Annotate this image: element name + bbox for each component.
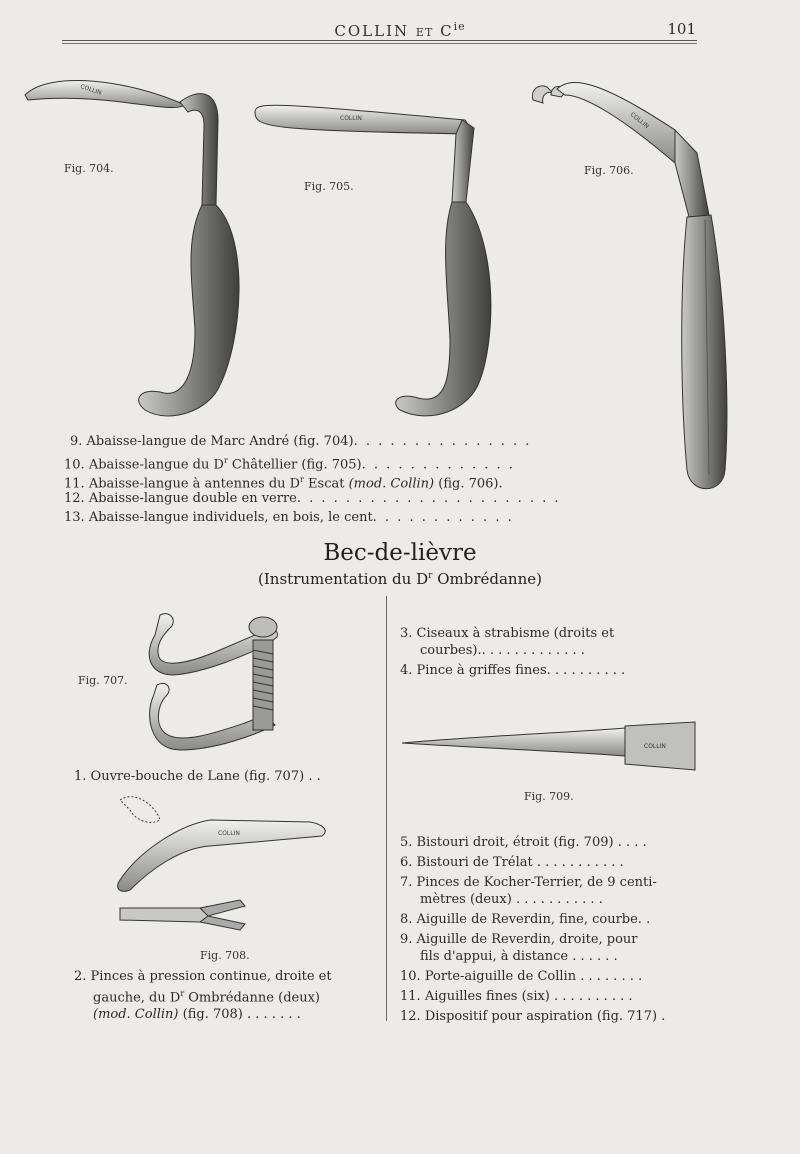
right-item-7: 7. Pinces de Kocher-Terrier, de 9 centi- mètres (deux) . . . . . . . . . . .: [400, 875, 657, 907]
right-item-11: 11. Aiguilles fines (six) . . . . . . . . . .: [400, 989, 633, 1004]
right-item-12: 12. Dispositif pour aspiration (fig. 717) .: [400, 1009, 666, 1024]
list-item-12: 12. Abaisse-langue double en verre. . . . . . . . . . . . . . . . . . . . . .: [64, 491, 561, 506]
fig-705-engraving: COLLIN: [340, 115, 362, 122]
right-item-4: 4. Pince à griffes fines. . . . . . . . . .: [400, 663, 626, 678]
right-item-10: 10. Porte-aiguille de Collin . . . . . . . .: [400, 969, 643, 984]
header-cie: C: [440, 22, 454, 40]
fig-706-label: Fig. 706.: [584, 164, 634, 177]
list-item-9: 9. Abaisse-langue de Marc André (fig. 704). . . . . . . . . . . . . . .: [70, 434, 532, 449]
page-number: 101: [667, 20, 696, 38]
right-item-9: 9. Aiguille de Reverdin, droite, pour fils d'appui, à distance . . . . . .: [400, 932, 638, 964]
header-rule-2: [62, 43, 697, 44]
fig-706-tongue-depressor: [525, 75, 735, 495]
list-item-10: 10. Abaisse-langue du $D^r$ Châtellier (fig. 705). . . . . . . . . . . . .: [64, 456, 515, 473]
list-item-13: 13. Abaisse-langue individuels, en bois, le cent. . . . . . . . . . . .: [64, 510, 514, 525]
header-rule: [62, 40, 697, 41]
fig-705-label: Fig. 705.: [304, 180, 354, 193]
section-title: Bec-de-lièvre: [323, 540, 477, 566]
section-subtitle: (Instrumentation du $D^r$ Ombrédanne): [258, 570, 542, 588]
right-item-5: 5. Bistouri droit, étroit (fig. 709) . . . .: [400, 835, 647, 850]
right-item-3: 3. Ciseaux à strabisme (droits et courbes).. . . . . . . . . . . . .: [400, 626, 615, 658]
fig-709-scalpel: [400, 718, 700, 778]
fig-704-engraving: COLLIN: [79, 83, 103, 97]
header-et: ET: [415, 26, 434, 39]
right-item-6: 6. Bistouri de Trélat . . . . . . . . . . .: [400, 855, 624, 870]
list-item-11: 11. Abaisse-langue à antennes du $D^r$ Escat (mod. Collin) (fig. 706).: [64, 475, 503, 492]
header-cie-sup: ie: [453, 20, 466, 33]
fig-707-mouth-gag: [145, 605, 295, 755]
right-item-8: 8. Aiguille de Reverdin, fine, courbe. .: [400, 912, 651, 927]
fig-705-tongue-depressor: [250, 100, 490, 430]
fig-708-label: Fig. 708.: [200, 949, 250, 962]
header-company: COLLIN: [334, 22, 410, 40]
left-item-1: 1. Ouvre-bouche de Lane (fig. 707) . .: [74, 769, 321, 784]
fig-704-label: Fig. 704.: [64, 162, 114, 175]
left-item-2: 2. Pinces à pression continue, droite et gauche, du $D^r$ Ombrédanne (deux) (mod. Collin) (fig. 708) . . . . . . .: [74, 969, 332, 1023]
fig-706-engraving: COLLIN: [628, 111, 651, 131]
fig-709-label: Fig. 709.: [524, 790, 574, 803]
fig-709-engraving: COLLIN: [644, 743, 666, 750]
fig-708-engraving: COLLIN: [218, 830, 240, 837]
fig-708-forceps: [110, 790, 340, 940]
right-list-bottom: [400, 834, 680, 1025]
fig-707-label: Fig. 707.: [78, 674, 128, 687]
column-divider: [386, 596, 387, 1021]
fig-704-tongue-depressor: [20, 70, 250, 430]
